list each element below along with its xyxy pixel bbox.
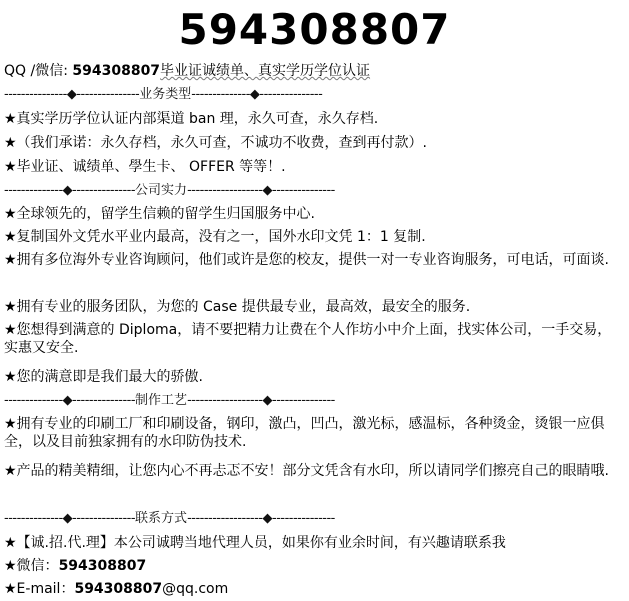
divider-dashes-right: ------------------◆--------------- <box>187 393 335 408</box>
wechat-id: 594308807 <box>58 558 147 574</box>
strength-item: ★全球领先的，留学生信赖的留学生归国服务中心. <box>4 206 315 222</box>
divider-dashes-left: ---------------◆--------------- <box>4 87 140 102</box>
strength-item: ★您的满意即是我们最大的骄傲. <box>4 369 204 385</box>
business-item: ★真实学历学位认证内部渠道 ban 理，永久可查，永久存档. <box>4 111 379 127</box>
divider-strength <box>4 182 624 200</box>
divider-dashes-right: --------------◆--------------- <box>191 87 323 102</box>
craft-item: ★产品的精美精细，让您内心不再忐忑不安！部分文凭含有水印，所以请同学们擦亮自己的眼睛哦. <box>4 463 609 479</box>
divider-dashes-right: ------------------◆--------------- <box>187 511 335 526</box>
strength-item: ★复制国外文凭水平业内最高，没有之一，国外水印文凭 1：1 复制. <box>4 229 426 245</box>
headline-number: 594308807 <box>178 5 451 54</box>
strength-item: ★拥有专业的服务团队，为您的 Case 提供最专业，最高效，最安全的服务. <box>4 299 471 315</box>
section-title-contact: 联系方式 <box>135 511 188 526</box>
contact-recruit: ★【诚.招.代.理】本公司诚聘当地代理人员，如果你有业余时间，有兴趣请联系我 <box>4 535 506 551</box>
divider-business <box>4 86 624 104</box>
strength-item: ★拥有多位海外专业咨询顾问，他们或许是您的校友，提供一对一专业咨询服务，可电话，可面谈. <box>4 252 609 268</box>
divider-dashes-left: --------------◆--------------- <box>4 511 136 526</box>
intro-prefix: QQ /微信: <box>4 63 73 79</box>
business-item: ★毕业证、诚绩单、學生卡、 OFFER 等等！. <box>4 159 286 175</box>
craft-item: ★拥有专业的印刷工厂和印刷设备，钢印，激凸，凹凸，激光标，感温标，各种烫金，烫银一应俱全，以及目前独家拥有的水印防伪技术. <box>4 416 605 450</box>
strength-item: ★您想得到满意的 Diploma，请不要把精力让费在个人作坊小中介上面，找实体公司，一手交易，实惠又安全. <box>4 322 612 356</box>
divider-craft <box>4 392 624 410</box>
divider-dashes-left: --------------◆--------------- <box>4 183 136 198</box>
contact-email <box>4 580 624 598</box>
wechat-label: ★微信： <box>4 558 59 574</box>
section-title-craft: 制作工艺 <box>135 393 188 408</box>
email-domain: @qq.com <box>162 581 229 597</box>
intro-text: 毕业证诚绩单、真实学历学位认证 <box>160 63 371 79</box>
divider-contact <box>4 510 624 528</box>
intro-id: 594308807 <box>72 63 161 79</box>
intro-line <box>4 62 624 80</box>
contact-wechat <box>4 557 624 575</box>
divider-dashes-right: ------------------◆--------------- <box>187 183 335 198</box>
divider-dashes-left: --------------◆--------------- <box>4 393 136 408</box>
business-item: ★（我们承诺：永久存档，永久可查，不诚功不收费，查到再付款）. <box>4 135 427 151</box>
email-id: 594308807 <box>74 581 163 597</box>
section-title-strength: 公司实力 <box>135 183 188 198</box>
email-label: ★E-mail： <box>4 581 75 597</box>
section-title-business: 业务类型 <box>139 87 192 102</box>
